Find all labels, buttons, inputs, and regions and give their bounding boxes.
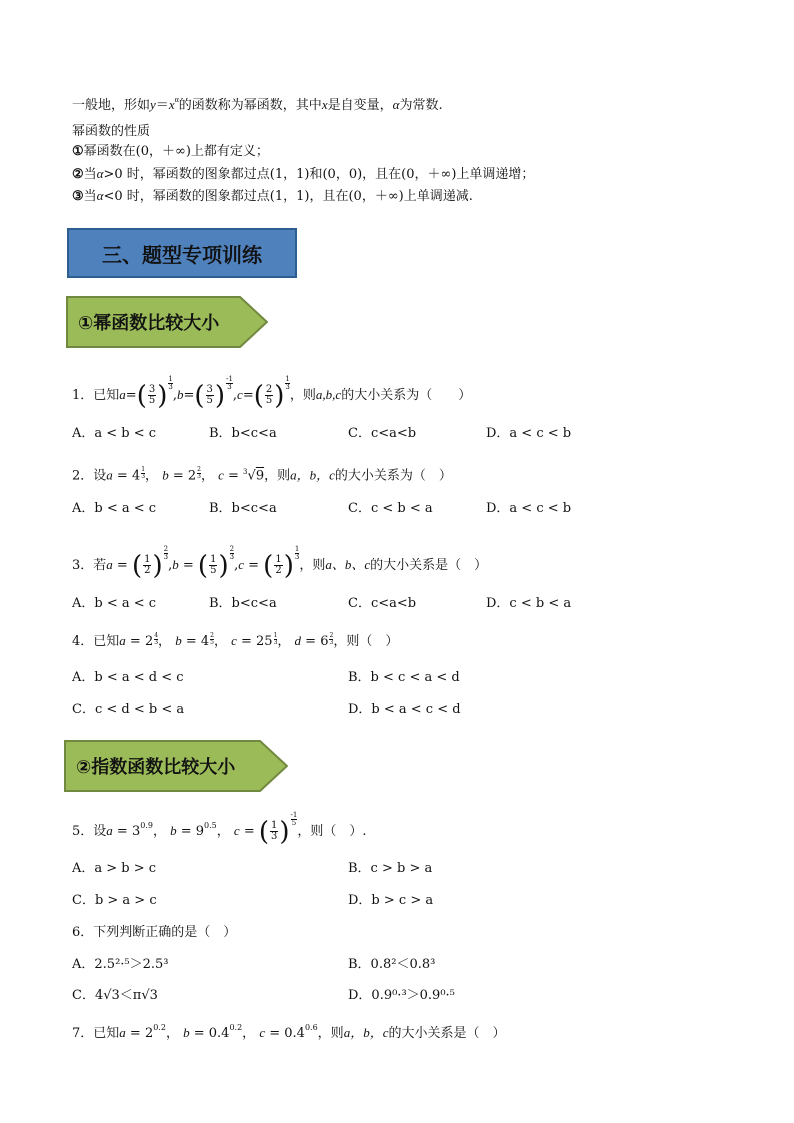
- q4-option-b[interactable]: B．b < c < a < d: [348, 670, 460, 685]
- q2-option-b[interactable]: B．b<c<a: [209, 501, 277, 516]
- topic-header-power: [66, 296, 268, 348]
- topic-title: ①幂函数比较大小: [78, 313, 220, 334]
- q2-option-d[interactable]: D．a < c < b: [486, 501, 572, 516]
- q1-option-c[interactable]: C．c<a<b: [348, 426, 417, 441]
- q6-option-c[interactable]: C．4√3＜π√3: [72, 988, 158, 1003]
- question-6: 6．下列判断正确的是（ ）: [72, 925, 237, 940]
- question-5: 5．设$a = 3^{0.9}$， $b = 9^{0.5}$， c = ( $\frac{1}{3}$ ) $\frac{-1}{5}$ ，则（ ）.: [72, 811, 367, 847]
- question-3: 3．若a = ( $\frac{1}{2}$ ) $\frac{2}{3}$ ,b = ( $\frac{1}{5}$ ) $\frac{2}{3}$ ,c = ( $\frac{1}{2}$ ) $\frac{1}{3}$ ，则a、b、c的大小关系是（ ）: [72, 545, 488, 581]
- property-item-1: ①幂函数在(0，＋∞)上都有定义；: [72, 144, 269, 159]
- q1-option-d[interactable]: D．a < c < b: [486, 426, 572, 441]
- property-item-3: ③当α<0 时，幂函数的图象都过点(1，1)，且在(0，＋∞)上单调递减.: [72, 188, 473, 204]
- q3-option-b[interactable]: B．b<c<a: [209, 596, 277, 611]
- q3-option-d[interactable]: D．c < b < a: [486, 596, 572, 611]
- section-banner: 三、题型专项训练: [67, 228, 297, 278]
- q1-option-b[interactable]: B．b<c<a: [209, 426, 277, 441]
- q4-option-c[interactable]: C．c < d < b < a: [72, 702, 185, 717]
- question-4: 4．已知a = 2 $\frac{4}{3}$ ， b = 4 $\frac{2}{5}$ ， c = 25 $\frac{1}{3}$ ， d = 6 $\frac{2}{3}$ ，则（ ）: [72, 632, 399, 649]
- q6-option-b[interactable]: B．0.8²＜0.8³: [348, 957, 436, 972]
- q5-option-b[interactable]: B．c > b > a: [348, 861, 433, 876]
- topic-title: ②指数函数比较大小: [76, 757, 236, 778]
- q2-option-a[interactable]: A．b < a < c: [72, 501, 157, 516]
- q3-option-c[interactable]: C．c<a<b: [348, 596, 417, 611]
- q5-option-d[interactable]: D．b > c > a: [348, 893, 434, 908]
- q6-option-a[interactable]: A．2.5²·⁵＞2.5³: [72, 957, 169, 972]
- q2-option-c[interactable]: C．c < b < a: [348, 501, 433, 516]
- properties-heading: 幂函数的性质: [72, 124, 151, 139]
- question-2: 2．设a = 4 $\frac{1}{3}$ ， b = 2 $\frac{2}{3}$ ， c = $^3$√9，则a，b，c的大小关系为（ ）: [72, 466, 452, 484]
- definition-text: 一般地，形如$y=x^\alpha$的函数称为幂函数，其中x是自变量，α为常数.: [72, 95, 443, 113]
- property-item-2: ②当α>0 时，幂函数的图象都过点(1，1)和(0，0)，且在(0，＋∞)上单调递增；: [72, 166, 535, 182]
- question-7: 7．已知$a = 2^{0.2}$， $b = 0.4^{0.2}$， $c = 0.4^{0.6}$，则a，b，c的大小关系是（ ）: [72, 1023, 506, 1041]
- q6-option-d[interactable]: D．0.9⁰·³＞0.9⁰·⁵: [348, 988, 455, 1003]
- question-1: 1．已知a= ( $\frac{3}{5}$ ) $\frac{1}{3}$ ,b= ( $\frac{3}{5}$ ) $\frac{-1}{3}$ ,c= ( $\frac{2}{5}$ ) $\frac{1}{3}$ ，则a,b,c的大小关系为（ ）: [72, 375, 472, 411]
- q5-option-c[interactable]: C．b > a > c: [72, 893, 157, 908]
- q4-option-a[interactable]: A．b < a < d < c: [72, 670, 184, 685]
- q3-option-a[interactable]: A．b < a < c: [72, 596, 157, 611]
- q5-option-a[interactable]: A．a > b > c: [72, 861, 157, 876]
- q4-option-d[interactable]: D．b < a < c < d: [348, 702, 461, 717]
- q1-option-a[interactable]: A．a < b < c: [72, 426, 157, 441]
- topic-header-exponential: [64, 740, 288, 792]
